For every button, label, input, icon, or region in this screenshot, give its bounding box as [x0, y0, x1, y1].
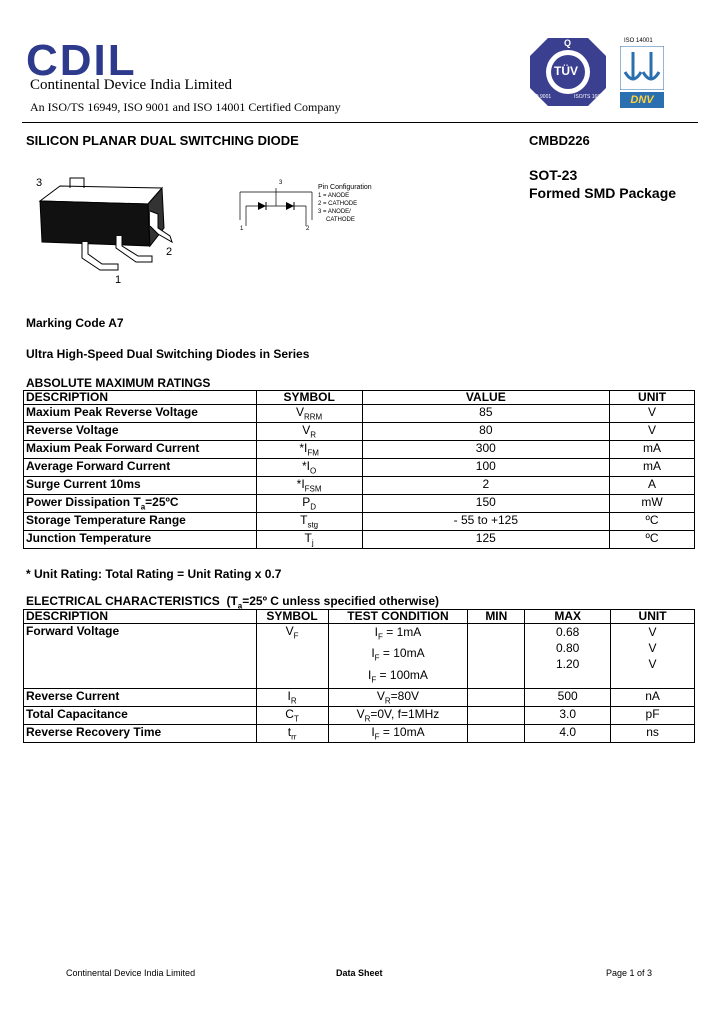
unit-rating-note: * Unit Rating: Total Rating = Unit Rating x 0.7: [26, 567, 282, 581]
row-test-condition: $V_R=0V$, f=1MHz: [328, 707, 468, 725]
pin-2-label: 2: [166, 246, 173, 258]
row-unit: V: [610, 405, 695, 423]
row-unit: V: [610, 423, 695, 441]
dnv-iso-label: ISO 14001: [624, 38, 653, 44]
header-value: VALUE: [362, 391, 610, 405]
table-row: [24, 423, 695, 441]
row-min: [468, 624, 525, 689]
row-unit: mA: [610, 459, 695, 477]
row-description: Reverse Recovery Time: [24, 725, 257, 743]
row-description: Power Dissipation $T_a=25ºC$: [24, 495, 257, 513]
row-max: 4.0: [525, 725, 611, 743]
row-symbol: $t_{rr}$: [256, 725, 328, 743]
row-value: - 55 to +125: [362, 513, 610, 531]
footer-company: Continental Device India Limited: [66, 968, 196, 978]
tuv-iso-9001: ISO 9001: [530, 94, 552, 100]
row-symbol: $V_F$: [256, 624, 328, 689]
product-subtitle: Ultra High-Speed Dual Switching Diodes in Series: [26, 347, 310, 361]
row-test-condition: $I_F = 10mA$: [328, 725, 468, 743]
table-row: [24, 405, 695, 423]
dnv-anchor-icon: [620, 46, 664, 90]
row-max: 0.68 0.80 1.20: [525, 624, 611, 689]
row-description: Junction Temperature: [24, 531, 257, 549]
header-unit: UNIT: [610, 391, 695, 405]
condition-line: $I_F = 100mA$: [367, 667, 428, 685]
row-max: 500: [525, 689, 611, 707]
schematic-node-3: 3: [279, 180, 283, 186]
package-description: Formed SMD Package: [529, 185, 677, 201]
row-unit: ns: [611, 725, 695, 743]
row-symbol: $I_R$: [256, 689, 328, 707]
row-description: Maxium Peak Forward Current: [24, 441, 257, 459]
table-row: [24, 441, 695, 459]
product-title: SILICON PLANAR DUAL SWITCHING DIODE: [26, 133, 299, 148]
table-row: [24, 459, 695, 477]
row-description: Storage Temperature Range: [24, 513, 257, 531]
row-max: 3.0: [525, 707, 611, 725]
footer-doc-type: Data Sheet: [336, 968, 383, 978]
row-unit: nA: [611, 689, 695, 707]
row-description: Surge Current 10ms: [24, 477, 257, 495]
header-description: DESCRIPTION: [24, 610, 257, 624]
row-value: 85: [362, 405, 610, 423]
table-row: [24, 707, 695, 725]
pin-config-line-4: CATHODE: [326, 217, 355, 223]
row-value: 100: [362, 459, 610, 477]
row-symbol: $C_T$: [256, 707, 328, 725]
pin-config-title: Pin Configuration: [318, 184, 372, 191]
row-symbol: $T_{stg}$: [256, 513, 362, 531]
row-unit: ºC: [610, 513, 695, 531]
abs-max-heading: ABSOLUTE MAXIMUM RATINGS: [26, 376, 211, 390]
header-max: MAX: [525, 610, 611, 624]
row-description: Average Forward Current: [24, 459, 257, 477]
table-row: [24, 477, 695, 495]
abs-max-header-row: [24, 391, 695, 405]
row-unit: mA: [610, 441, 695, 459]
row-unit: V V V: [611, 624, 695, 689]
pin-config-line-3: 3 = ANODE/: [318, 209, 351, 215]
row-test-condition: $V_R=80V$: [328, 689, 468, 707]
dnv-certification-badge: [620, 38, 664, 108]
row-value: 2: [362, 477, 610, 495]
row-symbol: $*I_{FSM}$: [256, 477, 362, 495]
row-description: Forward Voltage: [24, 624, 257, 689]
dnv-label: DNV: [620, 92, 664, 108]
row-value: 300: [362, 441, 610, 459]
footer-page-number: Page 1 of 3: [606, 968, 653, 978]
schematic-node-2: 2: [306, 226, 310, 232]
row-symbol: $T_j$: [256, 531, 362, 549]
row-value: 125: [362, 531, 610, 549]
row-symbol: $V_R$: [256, 423, 362, 441]
tuv-certification-badge: [528, 36, 608, 108]
header-min: MIN: [468, 610, 525, 624]
company-logo: CDIL: [26, 36, 137, 85]
row-test-condition: [328, 624, 468, 689]
pin-3-label: 3: [36, 177, 43, 189]
row-description: Reverse Current: [24, 689, 257, 707]
condition-line: $I_F = 10mA$: [371, 646, 425, 663]
pin-config-line-1: 1 = ANODE: [318, 193, 350, 199]
row-min: [468, 707, 525, 725]
header-description: DESCRIPTION: [24, 391, 257, 405]
condition-line: $I_F = 1mA$: [374, 625, 422, 642]
row-unit: ºC: [610, 531, 695, 549]
row-description: Total Capacitance: [24, 707, 257, 725]
marking-code: Marking Code A7: [26, 316, 124, 330]
elec-header-row: [24, 610, 695, 624]
part-number: CMBD226: [529, 133, 590, 148]
table-row: [24, 689, 695, 707]
header-test-condition: TEST CONDITION: [328, 610, 468, 624]
abs-max-table: [23, 390, 695, 549]
company-tagline: An ISO/TS 16949, ISO 9001 and ISO 14001 Certified Company: [30, 100, 341, 114]
pin-1-label: 1: [115, 274, 122, 286]
table-row: [24, 531, 695, 549]
row-symbol: $*I_O$: [256, 459, 362, 477]
row-value: 150: [362, 495, 610, 513]
elec-char-table: [23, 609, 695, 743]
elec-heading: ELECTRICAL CHARACTERISTICS ($T_a=25º$ C unless specified otherwise): [26, 594, 440, 611]
row-description: Reverse Voltage: [24, 423, 257, 441]
package-type: SOT-23: [529, 167, 578, 183]
table-row: [24, 495, 695, 513]
schematic-node-1: 1: [240, 226, 244, 232]
row-value: 80: [362, 423, 610, 441]
header-divider: [22, 122, 698, 123]
row-symbol: $V_{RRM}$: [256, 405, 362, 423]
table-row: [24, 513, 695, 531]
table-row: [24, 725, 695, 743]
row-symbol: $P_D$: [256, 495, 362, 513]
header-symbol: SYMBOL: [256, 610, 328, 624]
row-unit: pF: [611, 707, 695, 725]
header-unit: UNIT: [611, 610, 695, 624]
row-min: [468, 689, 525, 707]
row-symbol: $*I_{FM}$: [256, 441, 362, 459]
company-name: Continental Device India Limited: [30, 77, 233, 93]
pin-config-line-2: 2 = CATHODE: [318, 201, 358, 207]
tuv-label: TÜV: [554, 64, 578, 78]
row-description: Maxium Peak Reverse Voltage: [24, 405, 257, 423]
tuv-iso-ts: ISO/TS 16949: [574, 94, 606, 100]
row-unit: mW: [610, 495, 695, 513]
table-row: [24, 624, 695, 689]
row-min: [468, 725, 525, 743]
header-symbol: SYMBOL: [256, 391, 362, 405]
row-unit: A: [610, 477, 695, 495]
tuv-q-mark: Q: [564, 38, 572, 48]
